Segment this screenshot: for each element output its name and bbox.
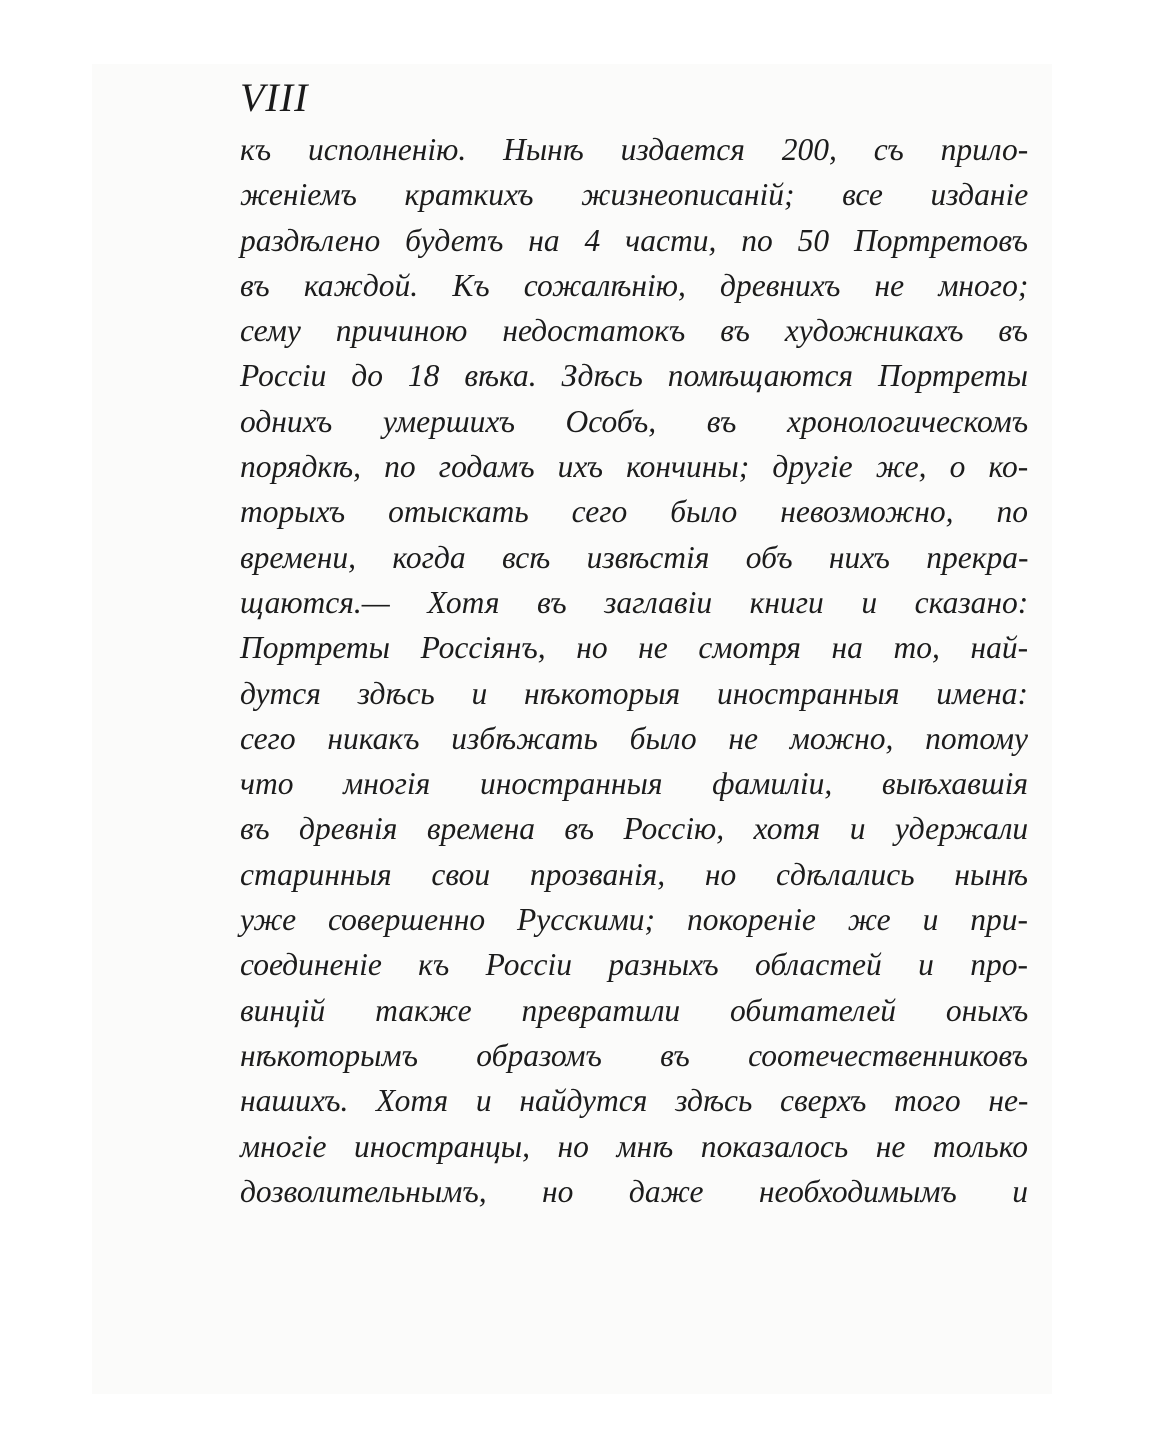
text-line: нашихъ. Хотя и найдутся здѣсь сверхъ того не- — [240, 1083, 1029, 1119]
text-line: Россіи до 18 вѣка. Здѣсь помѣщаются Портреты — [240, 358, 1028, 394]
text-line: сего никакъ избѣжать было не можно, потому — [240, 720, 1028, 756]
text-line: порядкѣ, по годамъ ихъ кончины; другіе же, о ко- — [240, 449, 1029, 485]
text-line: въ древнія времена въ Россію, хотя и удержали — [240, 811, 1029, 847]
text-line: въ каждой. Къ сожалѣнію, древнихъ не много; — [240, 267, 1029, 303]
page-number: VIII — [240, 75, 309, 120]
text-line: Портреты Россіянъ, но не смотря на то, най- — [240, 630, 1029, 666]
text-line: торыхъ отыскать сего было невозможно, по — [240, 494, 1028, 530]
text-line: раздѣлено будетъ на 4 части, по 50 Портретовъ — [240, 222, 1028, 258]
text-line: женіемъ краткихъ жизнеописаній; все изданіе — [240, 177, 1029, 213]
text-line: что многія иностранныя фамиліи, выѣхавшія — [240, 766, 1029, 802]
text-line: дозволительнымъ, но даже необходимымъ и — [240, 1173, 1028, 1209]
text-line: старинныя свои прозванія, но сдѣлались нынѣ — [240, 856, 1028, 892]
text-line: нѣкоторымъ образомъ въ соотечественниковъ — [240, 1037, 1028, 1073]
text-line: винцій также превратили обитателей оныхъ — [240, 992, 1029, 1028]
text-line: дутся здѣсь и нѣкоторыя иностранныя имена: — [240, 675, 1028, 711]
text-line: къ исполненію. Нынѣ издается 200, съ прило- — [240, 132, 1029, 167]
text-line: щаются.— Хотя въ заглавіи книги и сказано: — [240, 584, 1029, 620]
text-line: многіе иностранцы, но мнѣ показалось не только — [240, 1128, 1028, 1164]
text-line: сему причиною недостатокъ въ художникахъ въ — [240, 313, 1028, 349]
text-line: уже совершенно Русскими; покореніе же и при- — [240, 902, 1028, 938]
body-text — [240, 127, 1028, 1214]
text-line: однихъ умершихъ Особъ, въ хронологическомъ — [240, 403, 1029, 439]
text-line: соединеніе къ Россіи разныхъ областей и про- — [240, 947, 1028, 983]
text-line: времени, когда всѣ извѣстія объ нихъ прекра- — [240, 539, 1029, 575]
